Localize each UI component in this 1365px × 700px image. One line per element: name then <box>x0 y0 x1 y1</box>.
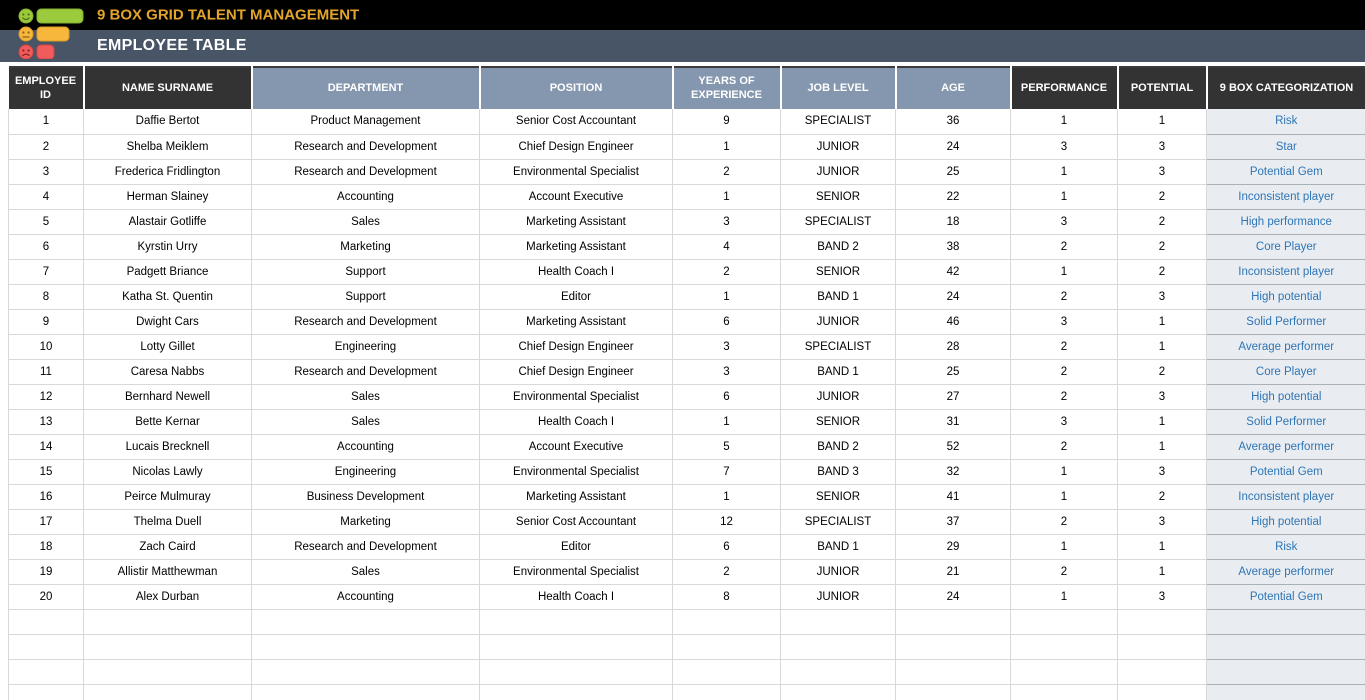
cell-employee-id-row5[interactable]: 5 <box>9 209 84 234</box>
table-row <box>9 559 1365 584</box>
cell-position-row5[interactable]: Marketing Assistant <box>480 209 673 234</box>
cell-performance-row2[interactable]: 3 <box>1011 134 1118 159</box>
cell-nine-box-categorization-row3[interactable]: Potential Gem <box>1207 159 1365 184</box>
cell-employee-id-row19[interactable]: 19 <box>9 559 84 584</box>
cell-age-row20[interactable]: 24 <box>896 584 1011 609</box>
cell-department-row9[interactable]: Research and Development <box>252 309 480 334</box>
title-bar <box>0 0 1365 30</box>
empty-cell-employee-id[interactable] <box>9 634 84 659</box>
cell-position-row16[interactable]: Marketing Assistant <box>480 484 673 509</box>
cell-employee-id-row18[interactable]: 18 <box>9 534 84 559</box>
cell-position-row20[interactable]: Health Coach I <box>480 584 673 609</box>
cell-position-row11[interactable]: Chief Design Engineer <box>480 359 673 384</box>
cell-age-row4[interactable]: 22 <box>896 184 1011 209</box>
cell-age-row14[interactable]: 52 <box>896 434 1011 459</box>
cell-department-row14[interactable]: Accounting <box>252 434 480 459</box>
cell-years-of-experience-row12[interactable]: 6 <box>673 384 781 409</box>
empty-cell-department[interactable] <box>252 634 480 659</box>
cell-nine-box-categorization-row12[interactable]: High potential <box>1207 384 1365 409</box>
column-header-department[interactable]: DEPARTMENT <box>252 67 480 109</box>
cell-nine-box-categorization-row9[interactable]: Solid Performer <box>1207 309 1365 334</box>
cell-nine-box-categorization-row13[interactable]: Solid Performer <box>1207 409 1365 434</box>
cell-age-row8[interactable]: 24 <box>896 284 1011 309</box>
cell-performance-row12[interactable]: 2 <box>1011 384 1118 409</box>
cell-age-row1[interactable]: 36 <box>896 109 1011 134</box>
empty-cell-years-of-experience[interactable] <box>673 609 781 634</box>
cell-age-row7[interactable]: 42 <box>896 259 1011 284</box>
table-row <box>9 334 1365 359</box>
empty-cell-performance[interactable] <box>1011 634 1118 659</box>
empty-cell-age[interactable] <box>896 659 1011 684</box>
table-row <box>9 109 1365 134</box>
cell-job-level-row13[interactable]: SENIOR <box>781 409 896 434</box>
cell-employee-id-row20[interactable]: 20 <box>9 584 84 609</box>
cell-potential-row7[interactable]: 2 <box>1118 259 1207 284</box>
cell-job-level-row19[interactable]: JUNIOR <box>781 559 896 584</box>
column-header-name-surname[interactable]: NAME SURNAME <box>84 67 252 109</box>
cell-department-row12[interactable]: Sales <box>252 384 480 409</box>
cell-job-level-row8[interactable]: BAND 1 <box>781 284 896 309</box>
cell-age-row11[interactable]: 25 <box>896 359 1011 384</box>
cell-name-surname-row6[interactable]: Kyrstin Urry <box>84 234 252 259</box>
empty-cell-nine-box-categorization[interactable] <box>1207 609 1365 634</box>
cell-potential-row5[interactable]: 2 <box>1118 209 1207 234</box>
table-row <box>9 309 1365 334</box>
column-header-employee-id[interactable]: EMPLOYEE ID <box>9 67 84 109</box>
cell-position-row9[interactable]: Marketing Assistant <box>480 309 673 334</box>
cell-position-row12[interactable]: Environmental Specialist <box>480 384 673 409</box>
cell-nine-box-categorization-row20[interactable]: Potential Gem <box>1207 584 1365 609</box>
cell-employee-id-row1[interactable]: 1 <box>9 109 84 134</box>
cell-department-row16[interactable]: Business Development <box>252 484 480 509</box>
cell-department-row15[interactable]: Engineering <box>252 459 480 484</box>
table-row <box>9 409 1365 434</box>
cell-position-row8[interactable]: Editor <box>480 284 673 309</box>
cell-position-row13[interactable]: Health Coach I <box>480 409 673 434</box>
cell-job-level-row9[interactable]: JUNIOR <box>781 309 896 334</box>
cell-name-surname-row12[interactable]: Bernhard Newell <box>84 384 252 409</box>
empty-cell-job-level[interactable] <box>781 684 896 700</box>
empty-cell-job-level[interactable] <box>781 659 896 684</box>
column-header-potential[interactable]: POTENTIAL <box>1118 67 1207 109</box>
nine-box-faces-logo-icon <box>16 7 88 64</box>
cell-department-row3[interactable]: Research and Development <box>252 159 480 184</box>
cell-name-surname-row11[interactable]: Caresa Nabbs <box>84 359 252 384</box>
cell-department-row18[interactable]: Research and Development <box>252 534 480 559</box>
cell-department-row4[interactable]: Accounting <box>252 184 480 209</box>
cell-department-row5[interactable]: Sales <box>252 209 480 234</box>
cell-age-row2[interactable]: 24 <box>896 134 1011 159</box>
empty-cell-nine-box-categorization[interactable] <box>1207 659 1365 684</box>
cell-potential-row17[interactable]: 3 <box>1118 509 1207 534</box>
cell-age-row15[interactable]: 32 <box>896 459 1011 484</box>
cell-nine-box-categorization-row2[interactable]: Star <box>1207 134 1365 159</box>
cell-position-row1[interactable]: Senior Cost Accountant <box>480 109 673 134</box>
cell-performance-row9[interactable]: 3 <box>1011 309 1118 334</box>
cell-performance-row7[interactable]: 1 <box>1011 259 1118 284</box>
cell-employee-id-row3[interactable]: 3 <box>9 159 84 184</box>
cell-potential-row6[interactable]: 2 <box>1118 234 1207 259</box>
cell-years-of-experience-row17[interactable]: 12 <box>673 509 781 534</box>
cell-potential-row11[interactable]: 2 <box>1118 359 1207 384</box>
cell-potential-row12[interactable]: 3 <box>1118 384 1207 409</box>
cell-potential-row19[interactable]: 1 <box>1118 559 1207 584</box>
cell-position-row7[interactable]: Health Coach I <box>480 259 673 284</box>
cell-performance-row17[interactable]: 2 <box>1011 509 1118 534</box>
table-row <box>9 484 1365 509</box>
cell-nine-box-categorization-row16[interactable]: Inconsistent player <box>1207 484 1365 509</box>
cell-job-level-row1[interactable]: SPECIALIST <box>781 109 896 134</box>
table-row <box>9 209 1365 234</box>
cell-employee-id-row2[interactable]: 2 <box>9 134 84 159</box>
cell-age-row18[interactable]: 29 <box>896 534 1011 559</box>
cell-potential-row16[interactable]: 2 <box>1118 484 1207 509</box>
cell-years-of-experience-row15[interactable]: 7 <box>673 459 781 484</box>
cell-potential-row10[interactable]: 1 <box>1118 334 1207 359</box>
cell-name-surname-row13[interactable]: Bette Kernar <box>84 409 252 434</box>
cell-potential-row13[interactable]: 1 <box>1118 409 1207 434</box>
table-row <box>9 384 1365 409</box>
cell-department-row11[interactable]: Research and Development <box>252 359 480 384</box>
cell-department-row19[interactable]: Sales <box>252 559 480 584</box>
page-title: EMPLOYEE TABLE <box>97 37 247 54</box>
empty-cell-performance[interactable] <box>1011 684 1118 700</box>
cell-performance-row15[interactable]: 1 <box>1011 459 1118 484</box>
cell-department-row20[interactable]: Accounting <box>252 584 480 609</box>
cell-name-surname-row19[interactable]: Allistir Matthewman <box>84 559 252 584</box>
empty-table-row <box>9 659 1365 684</box>
table-row <box>9 584 1365 609</box>
cell-name-surname-row3[interactable]: Frederica Fridlington <box>84 159 252 184</box>
cell-potential-row20[interactable]: 3 <box>1118 584 1207 609</box>
cell-name-surname-row5[interactable]: Alastair Gotliffe <box>84 209 252 234</box>
cell-years-of-experience-row19[interactable]: 2 <box>673 559 781 584</box>
cell-name-surname-row4[interactable]: Herman Slainey <box>84 184 252 209</box>
cell-name-surname-row8[interactable]: Katha St. Quentin <box>84 284 252 309</box>
cell-age-row16[interactable]: 41 <box>896 484 1011 509</box>
cell-name-surname-row1[interactable]: Daffie Bertot <box>84 109 252 134</box>
cell-years-of-experience-row13[interactable]: 1 <box>673 409 781 434</box>
cell-nine-box-categorization-row15[interactable]: Potential Gem <box>1207 459 1365 484</box>
empty-cell-name-surname[interactable] <box>84 609 252 634</box>
cell-position-row19[interactable]: Environmental Specialist <box>480 559 673 584</box>
cell-years-of-experience-row5[interactable]: 3 <box>673 209 781 234</box>
cell-years-of-experience-row1[interactable]: 9 <box>673 109 781 134</box>
empty-cell-nine-box-categorization[interactable] <box>1207 634 1365 659</box>
empty-cell-potential[interactable] <box>1118 609 1207 634</box>
cell-position-row3[interactable]: Environmental Specialist <box>480 159 673 184</box>
cell-job-level-row20[interactable]: JUNIOR <box>781 584 896 609</box>
table-row <box>9 259 1365 284</box>
cell-department-row17[interactable]: Marketing <box>252 509 480 534</box>
empty-cell-age[interactable] <box>896 684 1011 700</box>
cell-years-of-experience-row3[interactable]: 2 <box>673 159 781 184</box>
cell-potential-row3[interactable]: 3 <box>1118 159 1207 184</box>
cell-nine-box-categorization-row18[interactable]: Risk <box>1207 534 1365 559</box>
cell-performance-row14[interactable]: 2 <box>1011 434 1118 459</box>
cell-potential-row14[interactable]: 1 <box>1118 434 1207 459</box>
empty-cell-performance[interactable] <box>1011 609 1118 634</box>
cell-age-row3[interactable]: 25 <box>896 159 1011 184</box>
cell-years-of-experience-row10[interactable]: 3 <box>673 334 781 359</box>
cell-performance-row11[interactable]: 2 <box>1011 359 1118 384</box>
empty-cell-potential[interactable] <box>1118 684 1207 700</box>
table-row <box>9 434 1365 459</box>
cell-name-surname-row14[interactable]: Lucais Brecknell <box>84 434 252 459</box>
cell-position-row2[interactable]: Chief Design Engineer <box>480 134 673 159</box>
cell-job-level-row2[interactable]: JUNIOR <box>781 134 896 159</box>
cell-age-row19[interactable]: 21 <box>896 559 1011 584</box>
cell-years-of-experience-row11[interactable]: 3 <box>673 359 781 384</box>
table-row <box>9 134 1365 159</box>
empty-cell-employee-id[interactable] <box>9 684 84 700</box>
cell-years-of-experience-row16[interactable]: 1 <box>673 484 781 509</box>
column-header-nine-box-categorization[interactable]: 9 BOX CATEGORIZATION <box>1207 67 1365 109</box>
cell-employee-id-row8[interactable]: 8 <box>9 284 84 309</box>
empty-cell-employee-id[interactable] <box>9 609 84 634</box>
cell-employee-id-row15[interactable]: 15 <box>9 459 84 484</box>
cell-nine-box-categorization-row14[interactable]: Average performer <box>1207 434 1365 459</box>
empty-cell-years-of-experience[interactable] <box>673 684 781 700</box>
cell-employee-id-row9[interactable]: 9 <box>9 309 84 334</box>
cell-employee-id-row4[interactable]: 4 <box>9 184 84 209</box>
employee-table <box>8 66 1365 700</box>
cell-potential-row4[interactable]: 2 <box>1118 184 1207 209</box>
cell-employee-id-row6[interactable]: 6 <box>9 234 84 259</box>
empty-cell-name-surname[interactable] <box>84 634 252 659</box>
cell-years-of-experience-row7[interactable]: 2 <box>673 259 781 284</box>
cell-performance-row13[interactable]: 3 <box>1011 409 1118 434</box>
cell-performance-row5[interactable]: 3 <box>1011 209 1118 234</box>
column-header-position[interactable]: POSITION <box>480 67 673 109</box>
cell-age-row13[interactable]: 31 <box>896 409 1011 434</box>
cell-job-level-row3[interactable]: JUNIOR <box>781 159 896 184</box>
empty-cell-job-level[interactable] <box>781 634 896 659</box>
cell-performance-row8[interactable]: 2 <box>1011 284 1118 309</box>
cell-years-of-experience-row6[interactable]: 4 <box>673 234 781 259</box>
cell-performance-row19[interactable]: 2 <box>1011 559 1118 584</box>
cell-job-level-row6[interactable]: BAND 2 <box>781 234 896 259</box>
cell-employee-id-row14[interactable]: 14 <box>9 434 84 459</box>
cell-nine-box-categorization-row4[interactable]: Inconsistent player <box>1207 184 1365 209</box>
cell-name-surname-row15[interactable]: Nicolas Lawly <box>84 459 252 484</box>
cell-employee-id-row13[interactable]: 13 <box>9 409 84 434</box>
cell-employee-id-row11[interactable]: 11 <box>9 359 84 384</box>
cell-name-surname-row16[interactable]: Peirce Mulmuray <box>84 484 252 509</box>
table-row <box>9 234 1365 259</box>
empty-table-row <box>9 634 1365 659</box>
cell-years-of-experience-row18[interactable]: 6 <box>673 534 781 559</box>
column-header-years-of-experience[interactable]: YEARS OF EXPERIENCE <box>673 67 781 109</box>
cell-employee-id-row16[interactable]: 16 <box>9 484 84 509</box>
table-row <box>9 284 1365 309</box>
cell-performance-row10[interactable]: 2 <box>1011 334 1118 359</box>
column-header-job-level[interactable]: JOB LEVEL <box>781 67 896 109</box>
cell-nine-box-categorization-row7[interactable]: Inconsistent player <box>1207 259 1365 284</box>
empty-cell-job-level[interactable] <box>781 609 896 634</box>
cell-position-row18[interactable]: Editor <box>480 534 673 559</box>
cell-nine-box-categorization-row5[interactable]: High performance <box>1207 209 1365 234</box>
section-bar <box>0 30 1365 62</box>
app-title: 9 BOX GRID TALENT MANAGEMENT <box>97 6 360 24</box>
cell-nine-box-categorization-row6[interactable]: Core Player <box>1207 234 1365 259</box>
cell-age-row5[interactable]: 18 <box>896 209 1011 234</box>
cell-department-row8[interactable]: Support <box>252 284 480 309</box>
cell-employee-id-row12[interactable]: 12 <box>9 384 84 409</box>
cell-position-row4[interactable]: Account Executive <box>480 184 673 209</box>
empty-cell-position[interactable] <box>480 659 673 684</box>
column-header-age[interactable]: AGE <box>896 67 1011 109</box>
table-row <box>9 534 1365 559</box>
empty-cell-nine-box-categorization[interactable] <box>1207 684 1365 700</box>
cell-performance-row1[interactable]: 1 <box>1011 109 1118 134</box>
table-row <box>9 459 1365 484</box>
cell-nine-box-categorization-row17[interactable]: High potential <box>1207 509 1365 534</box>
employee-table-wrap <box>8 66 1365 700</box>
cell-employee-id-row17[interactable]: 17 <box>9 509 84 534</box>
cell-nine-box-categorization-row1[interactable]: Risk <box>1207 109 1365 134</box>
cell-job-level-row10[interactable]: SPECIALIST <box>781 334 896 359</box>
cell-position-row10[interactable]: Chief Design Engineer <box>480 334 673 359</box>
cell-performance-row16[interactable]: 1 <box>1011 484 1118 509</box>
cell-department-row1[interactable]: Product Management <box>252 109 480 134</box>
empty-cell-age[interactable] <box>896 609 1011 634</box>
cell-nine-box-categorization-row19[interactable]: Average performer <box>1207 559 1365 584</box>
cell-performance-row18[interactable]: 1 <box>1011 534 1118 559</box>
cell-job-level-row12[interactable]: JUNIOR <box>781 384 896 409</box>
cell-years-of-experience-row20[interactable]: 8 <box>673 584 781 609</box>
cell-performance-row3[interactable]: 1 <box>1011 159 1118 184</box>
empty-cell-performance[interactable] <box>1011 659 1118 684</box>
empty-cell-age[interactable] <box>896 634 1011 659</box>
empty-cell-potential[interactable] <box>1118 659 1207 684</box>
cell-name-surname-row7[interactable]: Padgett Briance <box>84 259 252 284</box>
cell-years-of-experience-row2[interactable]: 1 <box>673 134 781 159</box>
empty-table-row <box>9 609 1365 634</box>
empty-cell-department[interactable] <box>252 609 480 634</box>
cell-job-level-row18[interactable]: BAND 1 <box>781 534 896 559</box>
cell-years-of-experience-row8[interactable]: 1 <box>673 284 781 309</box>
cell-name-surname-row20[interactable]: Alex Durban <box>84 584 252 609</box>
cell-performance-row4[interactable]: 1 <box>1011 184 1118 209</box>
cell-department-row2[interactable]: Research and Development <box>252 134 480 159</box>
table-row <box>9 159 1365 184</box>
cell-performance-row6[interactable]: 2 <box>1011 234 1118 259</box>
cell-age-row10[interactable]: 28 <box>896 334 1011 359</box>
cell-performance-row20[interactable]: 1 <box>1011 584 1118 609</box>
table-row <box>9 509 1365 534</box>
cell-job-level-row17[interactable]: SPECIALIST <box>781 509 896 534</box>
empty-cell-years-of-experience[interactable] <box>673 659 781 684</box>
cell-name-surname-row9[interactable]: Dwight Cars <box>84 309 252 334</box>
cell-job-level-row15[interactable]: BAND 3 <box>781 459 896 484</box>
cell-department-row10[interactable]: Engineering <box>252 334 480 359</box>
cell-nine-box-categorization-row8[interactable]: High potential <box>1207 284 1365 309</box>
cell-name-surname-row2[interactable]: Shelba Meiklem <box>84 134 252 159</box>
cell-age-row17[interactable]: 37 <box>896 509 1011 534</box>
cell-position-row15[interactable]: Environmental Specialist <box>480 459 673 484</box>
table-header-row <box>9 67 1365 109</box>
cell-age-row12[interactable]: 27 <box>896 384 1011 409</box>
cell-years-of-experience-row14[interactable]: 5 <box>673 434 781 459</box>
empty-cell-department[interactable] <box>252 659 480 684</box>
cell-department-row6[interactable]: Marketing <box>252 234 480 259</box>
cell-department-row13[interactable]: Sales <box>252 409 480 434</box>
empty-cell-position[interactable] <box>480 609 673 634</box>
cell-employee-id-row10[interactable]: 10 <box>9 334 84 359</box>
cell-position-row14[interactable]: Account Executive <box>480 434 673 459</box>
empty-cell-position[interactable] <box>480 684 673 700</box>
empty-cell-name-surname[interactable] <box>84 659 252 684</box>
table-row <box>9 359 1365 384</box>
cell-position-row6[interactable]: Marketing Assistant <box>480 234 673 259</box>
cell-nine-box-categorization-row10[interactable]: Average performer <box>1207 334 1365 359</box>
cell-department-row7[interactable]: Support <box>252 259 480 284</box>
cell-job-level-row16[interactable]: SENIOR <box>781 484 896 509</box>
empty-cell-position[interactable] <box>480 634 673 659</box>
empty-cell-department[interactable] <box>252 684 480 700</box>
cell-job-level-row14[interactable]: BAND 2 <box>781 434 896 459</box>
cell-potential-row15[interactable]: 3 <box>1118 459 1207 484</box>
cell-name-surname-row10[interactable]: Lotty Gillet <box>84 334 252 359</box>
cell-years-of-experience-row4[interactable]: 1 <box>673 184 781 209</box>
empty-cell-employee-id[interactable] <box>9 659 84 684</box>
cell-potential-row8[interactable]: 3 <box>1118 284 1207 309</box>
cell-potential-row9[interactable]: 1 <box>1118 309 1207 334</box>
cell-name-surname-row18[interactable]: Zach Caird <box>84 534 252 559</box>
cell-name-surname-row17[interactable]: Thelma Duell <box>84 509 252 534</box>
cell-potential-row1[interactable]: 1 <box>1118 109 1207 134</box>
cell-years-of-experience-row9[interactable]: 6 <box>673 309 781 334</box>
cell-age-row9[interactable]: 46 <box>896 309 1011 334</box>
cell-job-level-row4[interactable]: SENIOR <box>781 184 896 209</box>
empty-cell-name-surname[interactable] <box>84 684 252 700</box>
column-header-performance[interactable]: PERFORMANCE <box>1011 67 1118 109</box>
cell-nine-box-categorization-row11[interactable]: Core Player <box>1207 359 1365 384</box>
cell-potential-row18[interactable]: 1 <box>1118 534 1207 559</box>
cell-age-row6[interactable]: 38 <box>896 234 1011 259</box>
cell-job-level-row11[interactable]: BAND 1 <box>781 359 896 384</box>
empty-cell-potential[interactable] <box>1118 634 1207 659</box>
cell-employee-id-row7[interactable]: 7 <box>9 259 84 284</box>
cell-job-level-row7[interactable]: SENIOR <box>781 259 896 284</box>
cell-job-level-row5[interactable]: SPECIALIST <box>781 209 896 234</box>
cell-position-row17[interactable]: Senior Cost Accountant <box>480 509 673 534</box>
cell-potential-row2[interactable]: 3 <box>1118 134 1207 159</box>
table-row <box>9 184 1365 209</box>
empty-cell-years-of-experience[interactable] <box>673 634 781 659</box>
empty-table-row <box>9 684 1365 700</box>
